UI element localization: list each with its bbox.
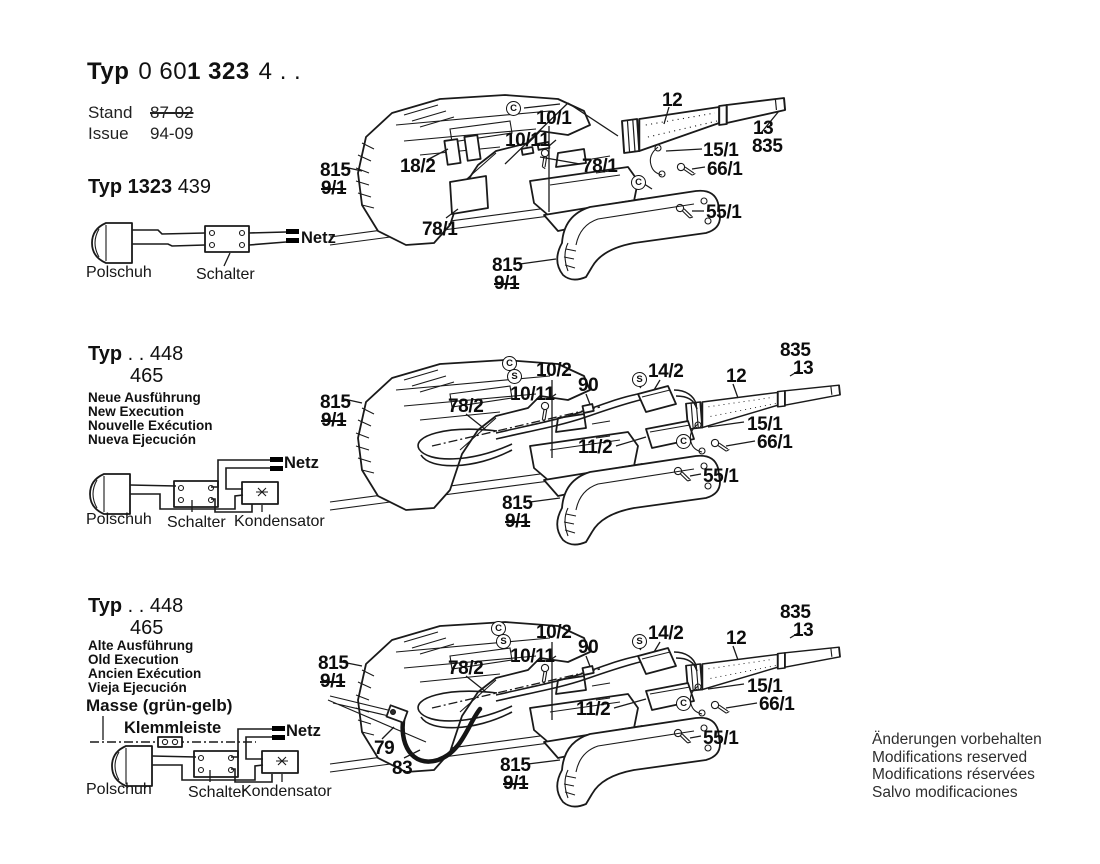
part-callout-13: 13	[793, 620, 814, 641]
wiring3-kondensator-label: Kondensator	[241, 783, 332, 800]
part-callout-55-1: 55/1	[703, 728, 739, 749]
stand-label: Stand	[88, 103, 133, 122]
part-callout-835: 835	[780, 340, 811, 361]
part-callout-835: 835	[752, 136, 783, 157]
exploded-view-2	[330, 360, 840, 545]
section1-heading	[88, 176, 211, 199]
part-callout-15-1: 15/1	[747, 676, 783, 697]
wiring1-polschuh-label: Polschuh	[86, 264, 152, 281]
issue-value: 94-09	[150, 124, 194, 143]
detail-mark-s-icon: S	[632, 372, 647, 387]
issue-line	[88, 124, 193, 144]
notice-line-es: Salvo modificaciones	[872, 783, 1018, 801]
part-callout-15-1: 15/1	[703, 140, 739, 161]
part-callout-815: 815	[492, 255, 523, 276]
variant-line-de: Alte Ausführung	[88, 638, 194, 653]
part-callout-11-2: 11/2	[576, 699, 611, 720]
part-callout-13: 13	[793, 358, 814, 379]
wiring2-kondensator-label: Kondensator	[234, 513, 325, 530]
part-callout-15-1: 15/1	[747, 414, 783, 435]
part-callout-815: 815	[500, 755, 531, 776]
part-callout-66-1: 66/1	[759, 694, 795, 715]
wiring3-netz-label: Netz	[286, 722, 321, 740]
part-callout-9-1: 9/1	[505, 511, 531, 532]
detail-mark-c-icon: C	[676, 696, 691, 711]
part-callout-90: 90	[578, 375, 599, 396]
exploded-view-3	[328, 622, 840, 807]
page-title	[87, 58, 301, 86]
type-number-bold: 1 323	[187, 58, 250, 85]
typ-label: Typ	[87, 58, 130, 85]
section2-typ-line2: 465	[130, 365, 164, 387]
wiring3-masse-label: Masse (grün-gelb)	[86, 696, 233, 715]
section2-typ-suffix: . . 448	[127, 343, 184, 365]
variant-line-en: New Execution	[88, 404, 185, 419]
wiring2-netz-label: Netz	[284, 454, 319, 472]
section3-heading	[88, 595, 183, 639]
wiring1-schalter-label: Schalter	[196, 266, 255, 283]
section2-variant-block	[88, 391, 213, 447]
part-callout-66-1: 66/1	[707, 159, 743, 180]
part-callout-10-11: 10/11	[510, 384, 555, 405]
part-callout-14-2: 14/2	[648, 623, 684, 644]
section3-typ-line2: 465	[130, 617, 164, 639]
detail-mark-c-icon: C	[502, 356, 517, 371]
part-callout-90: 90	[578, 637, 599, 658]
variant-line-es: Nueva Ejecución	[88, 432, 197, 447]
part-callout-11-2: 11/2	[578, 437, 613, 458]
variant-line-fr: Nouvelle Exécution	[88, 418, 213, 433]
detail-mark-c-icon: C	[506, 101, 521, 116]
detail-mark-s-icon: S	[632, 634, 647, 649]
part-callout-18-2: 18/2	[400, 156, 436, 177]
variant-line-es: Vieja Ejecución	[88, 680, 187, 695]
stand-line	[88, 103, 193, 123]
part-callout-9-1: 9/1	[494, 273, 520, 294]
part-callout-10-2: 10/2	[536, 622, 572, 643]
part-callout-13: 13	[753, 118, 774, 139]
variant-line-fr: Ancien Exécution	[88, 666, 202, 681]
part-callout-815: 815	[318, 653, 349, 674]
exploded-view-1	[330, 95, 785, 280]
part-callout-14-2: 14/2	[648, 361, 684, 382]
section3-typ: Typ	[88, 595, 123, 617]
part-callout-9-1: 9/1	[320, 671, 346, 692]
part-callout-9-1: 9/1	[321, 410, 347, 431]
notice-line-en: Modifications reserved	[872, 748, 1028, 766]
type-number-suffix: 4 . .	[258, 58, 302, 85]
part-callout-835: 835	[780, 602, 811, 623]
detail-mark-c-icon: C	[631, 175, 646, 190]
part-callout-55-1: 55/1	[703, 466, 739, 487]
part-callout-10-11: 10/11	[505, 130, 550, 151]
part-callout-12: 12	[662, 90, 683, 111]
wiring2-polschuh-label: Polschuh	[86, 511, 152, 528]
section2-typ: Typ	[88, 343, 123, 365]
part-callout-10-2: 10/2	[536, 360, 572, 381]
wiring3-schalter-label: Schalter	[188, 784, 247, 801]
part-callout-12: 12	[726, 628, 747, 649]
wiring2-schalter-label: Schalter	[167, 514, 226, 531]
part-callout-78-2: 78/2	[448, 658, 484, 679]
part-callout-9-1: 9/1	[321, 178, 347, 199]
variant-line-en: Old Execution	[88, 652, 179, 667]
part-callout-815: 815	[502, 493, 533, 514]
wiring3-klemmleiste-label: Klemmleiste	[124, 719, 222, 737]
section3-variant-block	[88, 639, 201, 695]
part-callout-815: 815	[320, 160, 351, 181]
wiring-schematic-2	[90, 457, 283, 514]
section1-typ: Typ 1323	[88, 176, 173, 198]
section2-heading	[88, 343, 183, 387]
section1-typ-suffix: 439	[177, 176, 212, 198]
stand-value: 87-02	[150, 103, 194, 122]
part-callout-12: 12	[726, 366, 747, 387]
part-callout-10-1: 10/1	[536, 108, 572, 129]
part-callout-83: 83	[392, 758, 413, 779]
wiring1-netz-label: Netz	[301, 229, 336, 247]
part-callout-79: 79	[374, 738, 395, 759]
part-callout-815: 815	[320, 392, 351, 413]
wiring-schematic-1	[92, 223, 299, 266]
detail-mark-s-icon: S	[496, 634, 511, 649]
section3-typ-suffix: . . 448	[127, 595, 184, 617]
part-callout-55-1: 55/1	[706, 202, 742, 223]
part-callout-66-1: 66/1	[757, 432, 793, 453]
variant-line-de: Neue Ausführung	[88, 390, 201, 405]
notice-line-fr: Modifications réservées	[872, 766, 1035, 783]
wiring3-polschuh-label: Polschuh	[86, 781, 152, 798]
modifications-notice	[872, 731, 1042, 801]
detail-mark-s-icon: S	[507, 369, 522, 384]
issue-label: Issue	[88, 124, 129, 143]
type-number-prefix: 0 60	[138, 58, 188, 85]
detail-mark-c-icon: C	[491, 621, 506, 636]
part-callout-9-1: 9/1	[503, 773, 529, 794]
part-callout-78-2: 78/2	[448, 396, 484, 417]
detail-mark-c-icon: C	[676, 434, 691, 449]
part-callout-78-1: 78/1	[582, 156, 618, 177]
notice-line-de: Änderungen vorbehalten	[872, 731, 1042, 748]
part-callout-78-1: 78/1	[422, 219, 458, 240]
part-callout-10-11: 10/11	[510, 646, 555, 667]
